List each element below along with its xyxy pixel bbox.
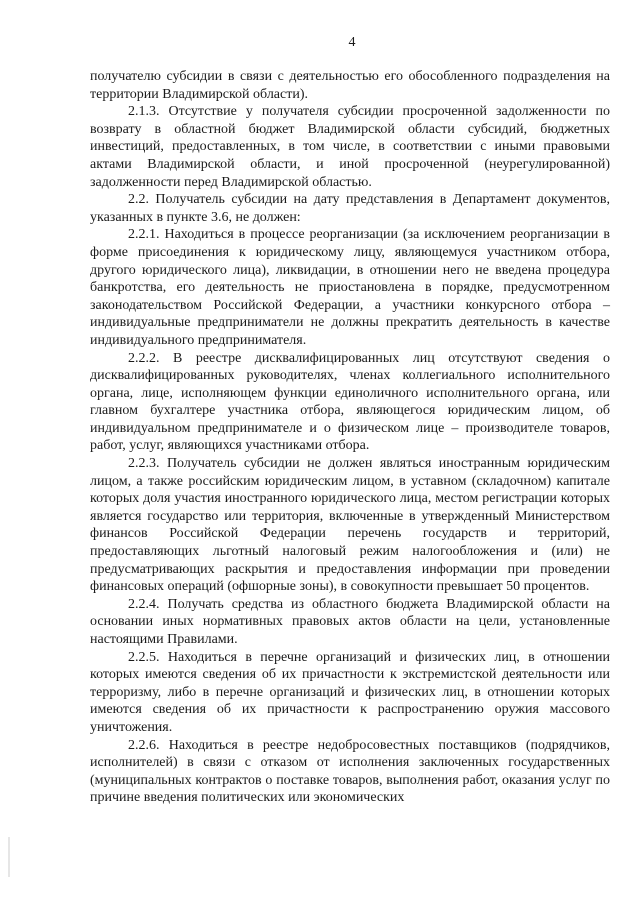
document-body (90, 68, 610, 807)
paragraph-2-2: 2.2. Получатель субсидии на дату представления в Департамент документов, указанных в пункте 3.6, не должен: (90, 192, 610, 225)
paragraph-continuation: получателю субсидии в связи с деятельностью его обособленного подразделения на территории Владимирской области). (90, 69, 610, 102)
document-page (90, 34, 610, 807)
page-number: 4 (348, 35, 356, 50)
paragraph-2-2-2: 2.2.2. В реестре дисквалифицированных лиц отсутствуют сведения о дисквалифицированных руководителях, членах коллегиального исполнительного органа, лице, исполняющем функции единоличного исполнительного органа, или главном бухгалтере участника отбора, являющегося юридическим лицом, об индивидуальном предпринимателе и о физическом лице – производителе товаров, работ, услуг, являющихся участниками отбора. (90, 350, 610, 454)
paragraph-2-2-3: 2.2.3. Получатель субсидии не должен являться иностранным юридическим лицом, а также российским юридическим лицом, в уставном (складочном) капитале которых доля участия иностранного юридического лица, местом регистрации которых является государство или территория, включенные в утвержденный Министерством финансов Российской Федерации перечень государств и территорий, предоставляющих льготный налоговый режим налогообложения и (или) не предусматривающих раскрытия и предоставления информации при проведении финансовых операций (офшорные зоны), в совокупности превышает 50 процентов. (90, 456, 610, 595)
paragraph-2-1-3: 2.1.3. Отсутствие у получателя субсидии просроченной задолженности по возврату в областной бюджет Владимирской области субсидий, бюджетных инвестиций, предоставленных, в том числе, в соответствии с иными правовыми актами Владимирской области, и иной просроченной (неурегулированной) задолженности перед Владимирской областью. (90, 104, 610, 190)
paragraph-2-2-1: 2.2.1. Находиться в процессе реорганизации (за исключением реорганизации в форме присоединения к юридическому лицу, являющемуся участником отбора, другого юридического лица), ликвидации, в отношении него не введена процедура банкротства, его деятельность не приостановлена в порядке, предусмотренном законодательством Российской Федерации, а участники конкурсного отбора – индивидуальные предприниматели не должны прекратить деятельность в качестве индивидуального предпринимателя. (90, 227, 610, 348)
paragraph-2-2-6: 2.2.6. Находиться в реестре недобросовестных поставщиков (подрядчиков, исполнителей) в связи с отказом от исполнения заключенных государственных (муниципальных контрактов о поставке товаров, выполнения работ, оказания услуг по причине введения политических или экономических (90, 737, 610, 806)
paragraph-2-2-4: 2.2.4. Получать средства из областного бюджета Владимирской области на основании иных нормативных правовых актов области на цели, установленные настоящими Правилами. (90, 596, 610, 647)
scan-edge-mark (8, 837, 10, 877)
paragraph-2-2-5: 2.2.5. Находиться в перечне организаций и физических лиц, в отношении которых имеются сведения об их причастности к экстремистской деятельности или терроризму, либо в перечне организаций и физических лиц, в отношении которых имеются сведения об их причастности к распространению оружия массового уничтожения. (90, 649, 610, 735)
